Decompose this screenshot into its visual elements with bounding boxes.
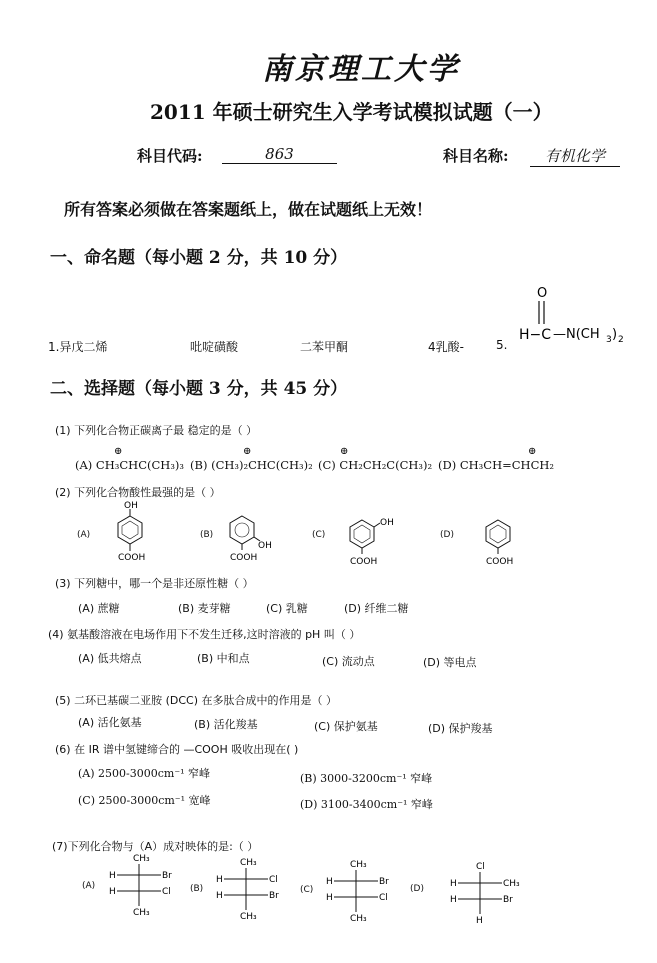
q6-option-d: (D) 3100-3400cm⁻¹ 窄峰 xyxy=(300,798,433,811)
d-h1: H xyxy=(450,879,457,889)
q1-stem: (1) 下列化合物正碳离子最 稳定的是（ ） xyxy=(55,424,258,437)
cooh-label-c: COOH xyxy=(350,557,378,567)
c-h2: H xyxy=(326,893,333,903)
q4-option-a: (A) 低共熔点 xyxy=(78,652,142,665)
q7-label-a: (A) xyxy=(82,881,96,891)
c-bottom-ch3: CH₃ xyxy=(350,914,367,924)
q2-stem: (2) 下列化合物酸性最强的是（ ） xyxy=(55,486,221,499)
q7-label-c: (C) xyxy=(300,885,314,895)
q6-stem: (6) 在 IR 谱中氢键缔合的 —COOH 吸收出现在( ) xyxy=(55,743,299,756)
structure-q2-d xyxy=(478,514,538,570)
university-name: 南京理工大学 xyxy=(262,52,460,87)
c-br: Br xyxy=(379,877,389,887)
naming-item-5: 5. xyxy=(496,338,508,352)
q7-label-b: (B) xyxy=(190,884,204,894)
q5-option-a: (A) 活化氨基 xyxy=(78,716,142,729)
structure-dmf xyxy=(515,282,645,352)
cooh-label-b: COOH xyxy=(230,553,258,563)
q4-stem: (4) 氨基酸溶液在电场作用下不发生迁移,这时溶液的 pH 叫（ ） xyxy=(48,628,361,641)
b-br: Br xyxy=(269,891,279,901)
oh-label-c: OH xyxy=(380,518,394,528)
a-h2: H xyxy=(109,887,116,897)
q5-option-d: (D) 保护羧基 xyxy=(428,722,493,735)
q1-plus-a: ⊕ xyxy=(114,446,123,457)
b-h1: H xyxy=(216,875,223,885)
a-bottom-ch3: CH₃ xyxy=(133,908,150,918)
naming-item-1: 1.异戊二烯 xyxy=(48,340,108,354)
q4-option-b: (B) 中和点 xyxy=(197,652,250,665)
q2-label-d: (D) xyxy=(440,530,454,540)
q1-option-a: (A) CH₃CHC(CH₃)₃ xyxy=(75,458,185,472)
q1-option-c: (C) CH₂CH₂C(CH₃)₂ xyxy=(318,458,433,472)
c-top-ch3: CH₃ xyxy=(350,860,367,870)
c-cl: Cl xyxy=(379,893,388,903)
cooh-label-d: COOH xyxy=(486,557,514,567)
q5-option-b: (B) 活化羧基 xyxy=(194,718,258,731)
naming-item-4: 4乳酸- xyxy=(428,340,464,354)
a-br: Br xyxy=(162,871,172,881)
oh-label-a: OH xyxy=(124,501,138,511)
q5-stem: (5) 二环已基碳二亚胺 (DCC) 在多肽合成中的作用是（ ） xyxy=(55,694,337,707)
c-h1: H xyxy=(326,877,333,887)
d-h2: H xyxy=(450,895,457,905)
subject-code-label: 科目代码: xyxy=(137,147,203,165)
structure-q2-a xyxy=(110,500,170,570)
q2-label-a: (A) xyxy=(77,530,91,540)
b-cl: Cl xyxy=(269,875,278,885)
subject-name-label: 科目名称: xyxy=(443,147,509,165)
q3-option-b: (B) 麦芽糖 xyxy=(178,602,231,615)
atom-o: O xyxy=(537,286,548,301)
b-bottom-ch3: CH₃ xyxy=(240,912,257,922)
q3-option-d: (D) 纤维二糖 xyxy=(344,602,409,615)
structure-q7-a xyxy=(105,852,185,920)
a-h1: H xyxy=(109,871,116,881)
sub-2: 2 xyxy=(618,335,624,345)
d-ch3: CH₃ xyxy=(503,879,520,889)
q4-option-d: (D) 等电点 xyxy=(423,656,477,669)
q6-option-b: (B) 3000-3200cm⁻¹ 窄峰 xyxy=(300,772,433,785)
fragment-n: —N(CH xyxy=(553,327,600,342)
paren-close: ) xyxy=(612,327,618,342)
sub-3: 3 xyxy=(606,335,612,345)
exam-notice: 所有答案必须做在答案题纸上，做在试题纸上无效！ xyxy=(64,200,433,219)
q4-option-c: (C) 流动点 xyxy=(322,655,375,668)
a-cl: Cl xyxy=(162,887,171,897)
d-br: Br xyxy=(503,895,513,905)
q5-option-c: (C) 保护氨基 xyxy=(314,720,378,733)
naming-item-3: 二苯甲酮 xyxy=(300,340,349,354)
q1-plus-d: ⊕ xyxy=(528,446,537,457)
q6-option-c: (C) 2500-3000cm⁻¹ 宽峰 xyxy=(78,794,211,807)
subject-code-value: 863 xyxy=(222,145,337,164)
a-top-ch3: CH₃ xyxy=(133,854,150,864)
q7-stem: (7)下列化合物与（A）成对映体的是:（ ） xyxy=(52,840,259,853)
q1-option-b: (B) (CH₃)₂CHC(CH₃)₂ xyxy=(190,458,313,472)
d-top-cl: Cl xyxy=(476,862,485,872)
q1-plus-b: ⊕ xyxy=(243,446,252,457)
q7-label-d: (D) xyxy=(410,884,424,894)
b-top-ch3: CH₃ xyxy=(240,858,257,868)
q3-stem: (3) 下列糖中，哪一个是非还原性糖（ ） xyxy=(55,577,254,590)
section1-title: 一、命名题（每小题 2 分，共 10 分） xyxy=(50,248,348,268)
structure-q7-c xyxy=(322,858,402,926)
d-bottom-h: H xyxy=(476,916,483,926)
structure-q2-b xyxy=(222,510,292,570)
oh-label-b: OH xyxy=(258,541,272,551)
cooh-label-a: COOH xyxy=(118,553,146,563)
q2-label-c: (C) xyxy=(312,530,326,540)
q1-plus-c: ⊕ xyxy=(340,446,349,457)
exam-title: 2011 年硕士研究生入学考试模拟试题（一） xyxy=(150,100,553,124)
b-h2: H xyxy=(216,891,223,901)
section2-title: 二、选择题（每小题 3 分，共 45 分） xyxy=(50,379,348,399)
q2-label-b: (B) xyxy=(200,530,214,540)
naming-item-2: 吡啶磺酸 xyxy=(190,340,239,354)
structure-q7-d xyxy=(446,860,536,928)
q3-option-c: (C) 乳糖 xyxy=(266,602,308,615)
q1-option-d: (D) CH₃CH=CHCH₂ xyxy=(438,458,555,472)
structure-q2-c xyxy=(342,514,412,570)
q6-option-a: (A) 2500-3000cm⁻¹ 窄峰 xyxy=(78,767,211,780)
structure-q7-b xyxy=(212,856,292,924)
q3-option-a: (A) 蔗糖 xyxy=(78,602,120,615)
fragment-hc: H−C xyxy=(519,327,552,343)
subject-name-value: 有机化学 xyxy=(530,145,620,167)
